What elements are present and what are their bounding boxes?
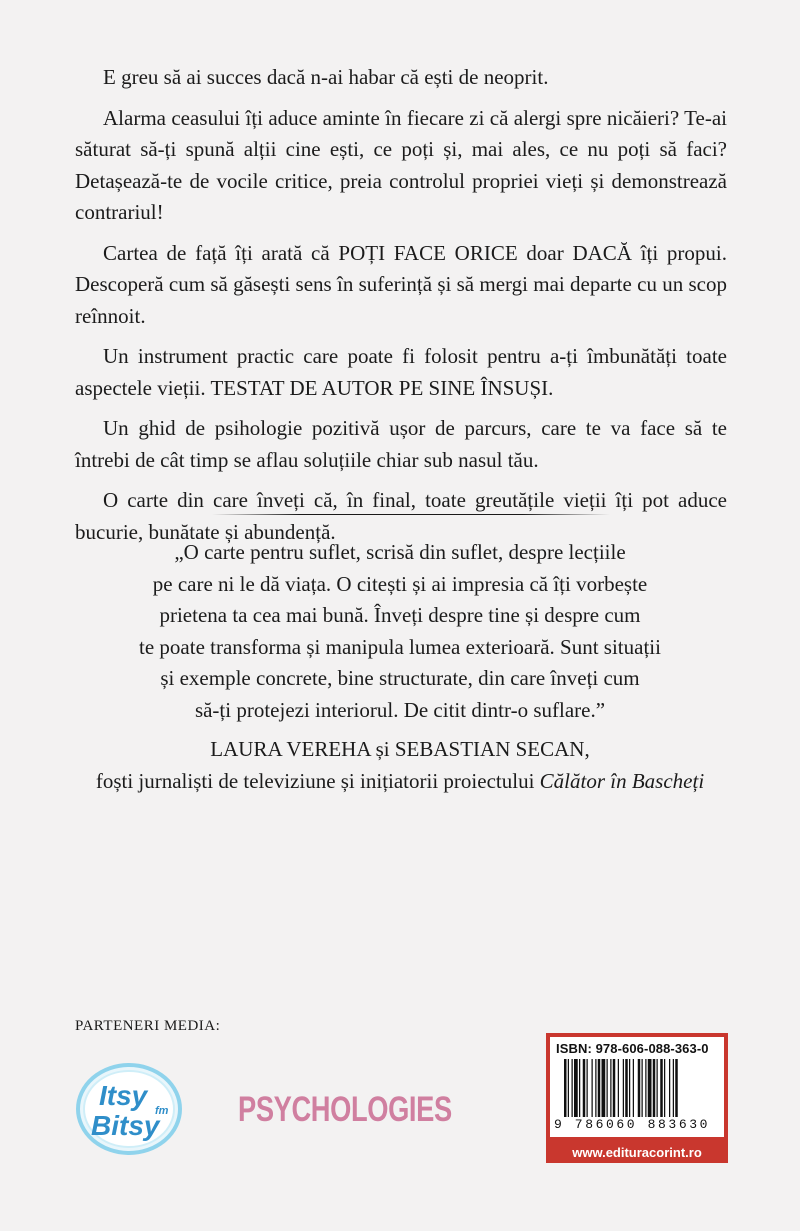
- quote-line: și exemple concrete, bine structurate, din care înveți cum: [160, 666, 640, 690]
- isbn-barcode-block: [546, 1033, 728, 1163]
- quote-line: „O carte pentru suflet, scrisă din suflet, despre lecțiile: [174, 540, 626, 564]
- barcode-bar: [642, 1059, 643, 1117]
- blurb-paragraph: O carte din care înveți că, în final, toate greutățile vieții îți pot aduce bucurie, bunătate și abundență.: [75, 488, 727, 544]
- quote-line: să-ți protejezi interiorul. De citit dintr-o suflare.”: [194, 697, 606, 722]
- barcode-bar: [568, 1059, 569, 1117]
- blurb-paragraph: Un ghid de psihologie pozitivă ușor de parcurs, care te va face să te întrebi de cât timp se aflau soluțiile chiar sub nasul tău.: [75, 416, 727, 472]
- barcode-bar: [669, 1059, 670, 1117]
- quote-author: LAURA VEREHA și SEBASTIAN SECAN,: [210, 737, 590, 761]
- barcode-digits: 9 786060 883630: [554, 1117, 711, 1132]
- blurb-paragraph: Cartea de față îți arată că POȚI FACE ORICE doar DACĂ îți propui. Descoperă cum să găsești sens în suferință și să mergi mai departe cu un scop reînnoit.: [75, 240, 727, 328]
- barcode-bar: [595, 1059, 596, 1117]
- barcode-bar: [579, 1059, 580, 1117]
- quote-affiliation: [60, 766, 740, 798]
- barcode-bar: [633, 1059, 634, 1117]
- publisher-website: www.edituracorint.ro: [572, 1145, 702, 1160]
- barcode-bar: [623, 1059, 624, 1117]
- barcode-bar: [564, 1059, 567, 1117]
- bitsy-word: Bitsy: [91, 1110, 160, 1141]
- barcode-bar: [607, 1059, 608, 1117]
- itsy-word: Itsy: [99, 1080, 148, 1111]
- barcode-bar: [572, 1059, 573, 1117]
- quote-line: pe care ni le dă viața. O citești și ai impresia că îți vorbește: [152, 571, 648, 596]
- testimonial-quote: [60, 537, 740, 797]
- barcode: [564, 1059, 720, 1117]
- barcode-bar: [673, 1059, 674, 1117]
- barcode-bar: [653, 1059, 656, 1117]
- barcode-bar: [629, 1059, 630, 1117]
- barcode-bar: [638, 1059, 641, 1117]
- quote-line: prietena ta cea mai bună. Înveți despre tine și despre cum: [159, 603, 641, 627]
- blurb-paragraph: E greu să ai succes dacă n-ai habar că ești de neoprit.: [103, 65, 549, 89]
- barcode-bar: [583, 1059, 586, 1117]
- barcode-bar: [625, 1059, 628, 1117]
- barcode-bar: [587, 1059, 588, 1117]
- barcode-bar: [592, 1059, 593, 1117]
- barcode-panel: [550, 1037, 724, 1137]
- barcode-bar: [645, 1059, 646, 1117]
- barcode-bar: [602, 1059, 606, 1117]
- barcode-bar: [610, 1059, 611, 1117]
- barcode-bar: [664, 1059, 665, 1117]
- barcode-bar: [613, 1059, 616, 1117]
- psychologies-logo: PSYCHOLOGIES: [238, 1090, 452, 1129]
- barcode-bar: [675, 1059, 678, 1117]
- barcode-bar: [648, 1059, 652, 1117]
- barcode-bar: [598, 1059, 601, 1117]
- blurb-paragraph: Un instrument practic care poate fi folosit pentru a-ți îmbunătăți toate aspectele vieții. TESTAT DE AUTOR PE SINE ÎNSUȘI.: [75, 344, 727, 400]
- itsy-bitsy-logo: [75, 1062, 183, 1156]
- back-cover-blurb: [75, 62, 727, 557]
- barcode-bar: [574, 1059, 578, 1117]
- media-partners-label: PARTENERI MEDIA:: [75, 1018, 221, 1034]
- blurb-paragraph: Alarma ceasului îți aduce aminte în fiecare zi că alergi spre nicăieri? Te-ai săturat să-ți spună alții cine ești, ce poți și, mai ales, ce nu poți să faci? Detașează-te de vocile critice, preia controlul propriei vieți și demonstrează contrariul!: [75, 105, 727, 224]
- quote-line: te poate transforma și manipula lumea exterioară. Sunt situații: [139, 634, 661, 659]
- barcode-bar: [618, 1059, 619, 1117]
- barcode-bar: [660, 1059, 663, 1117]
- section-divider: [212, 514, 610, 515]
- itsy-fm: fm: [155, 1105, 169, 1117]
- project-name: Călător în Bascheți: [539, 768, 705, 793]
- isbn-number: ISBN: 978-606-088-363-0: [556, 1041, 709, 1056]
- barcode-bar: [657, 1059, 658, 1117]
- affiliation-text: foști jurnaliști de televiziune și inițiatorii proiectului: [95, 768, 540, 793]
